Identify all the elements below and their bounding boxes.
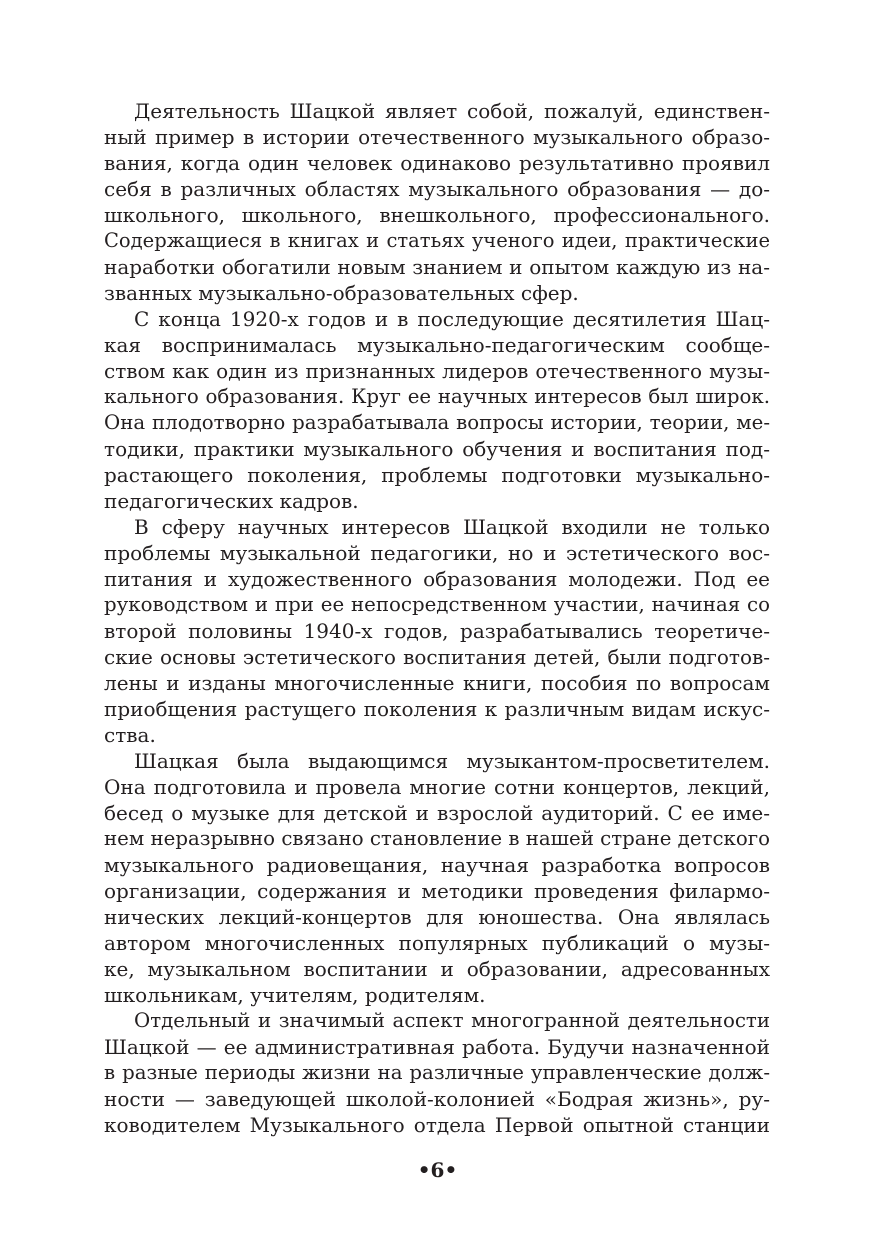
page-number: •6• xyxy=(417,1158,458,1182)
text-line: Она подготовила и провела многие сотни концертов, лекций, xyxy=(104,775,770,799)
text-line: вания, когда один человек одинаково результативно проявил xyxy=(104,151,770,175)
text-line: ства. xyxy=(104,723,156,747)
text-line: ке, музыкальном воспитании и образовании, адресованных xyxy=(104,957,770,981)
text-line: растающего поколения, проблемы подготовки музыкально- xyxy=(104,463,770,487)
text-line: кального образования. Круг ее научных интересов был широк. xyxy=(104,385,770,408)
paragraph-4 xyxy=(104,748,770,1008)
text-line: Отдельный и значимый аспект многогранной деятельности xyxy=(134,1009,770,1032)
text-line: кая воспринималась музыкально-педагогическим сообще- xyxy=(104,333,770,357)
text-line: проблемы музыкальной педагогики, но и эстетического вос- xyxy=(104,541,770,565)
text-line: ством как один из признанных лидеров отечественного музы- xyxy=(104,359,770,383)
text-line: школьникам, учителям, родителям. xyxy=(104,983,486,1007)
text-line: Шацкая была выдающимся музыкантом-просветителем. xyxy=(134,749,770,773)
text-line: наработки обогатили новым знанием и опытом каждую из на- xyxy=(104,255,770,279)
text-line: в разные периоды жизни на различные управленческие долж- xyxy=(104,1061,770,1084)
text-line: званных музыкально-образовательных сфер. xyxy=(104,281,579,305)
page-body xyxy=(104,98,770,1138)
text-line: ские основы эстетического воспитания детей, были подготов- xyxy=(104,645,770,669)
text-line: второй половины 1940-х годов, разрабатывались теоретиче- xyxy=(104,619,770,643)
text-line: педагогических кадров. xyxy=(104,489,359,513)
text-line: Она плодотворно разрабатывала вопросы истории, теории, ме- xyxy=(104,411,770,434)
text-line: руководством и при ее непосредственном участии, начиная со xyxy=(104,593,770,616)
text-line: Шацкой — ее административная работа. Будучи назначенной xyxy=(104,1035,770,1059)
text-line: Деятельность Шацкой являет собой, пожалуй, единствен- xyxy=(134,99,770,123)
text-line: С конца 1920-х годов и в последующие десятилетия Шац- xyxy=(134,307,770,331)
text-line: Содержащиеся в книгах и статьях ученого идеи, практические xyxy=(104,229,770,252)
text-line: тодики, практики музыкального обучения и воспитания под- xyxy=(104,437,770,461)
text-line: В сферу научных интересов Шацкой входили не только xyxy=(134,515,770,539)
text-line: бесед о музыке для детской и взрослой аудиторий. С ее име- xyxy=(104,801,770,825)
text-line: себя в различных областях музыкального образования — до- xyxy=(104,177,770,201)
text-line: школьного, школьного, внешкольного, профессионального. xyxy=(104,203,770,227)
text-line: питания и художественного образования молодежи. Под ее xyxy=(104,567,770,591)
text-line: ководителем Музыкального отдела Первой опытной станции xyxy=(104,1113,770,1137)
paragraph-3 xyxy=(104,514,770,748)
text-line: нем неразрывно связано становление в нашей стране детского xyxy=(104,827,770,850)
text-line: музыкального радиовещания, научная разработка вопросов xyxy=(104,853,770,877)
text-line: организации, содержания и методики проведения филармо- xyxy=(104,879,770,903)
text-line: лены и изданы многочисленные книги, пособия по вопросам xyxy=(104,671,770,695)
text-line: приобщения растущего поколения к различным видам искус- xyxy=(104,697,770,721)
paragraph-2 xyxy=(104,306,770,514)
paragraph-1 xyxy=(104,98,770,306)
text-line: ности — заведующей школой-колонией «Бодрая жизнь», ру- xyxy=(104,1087,770,1111)
paragraph-5 xyxy=(104,1008,770,1138)
text-line: автором многочисленных популярных публикаций о музы- xyxy=(104,931,770,955)
text-line: нических лекций-концертов для юношества. Она являлась xyxy=(104,905,770,929)
text-line: ный пример в истории отечественного музыкального образо- xyxy=(104,125,770,149)
